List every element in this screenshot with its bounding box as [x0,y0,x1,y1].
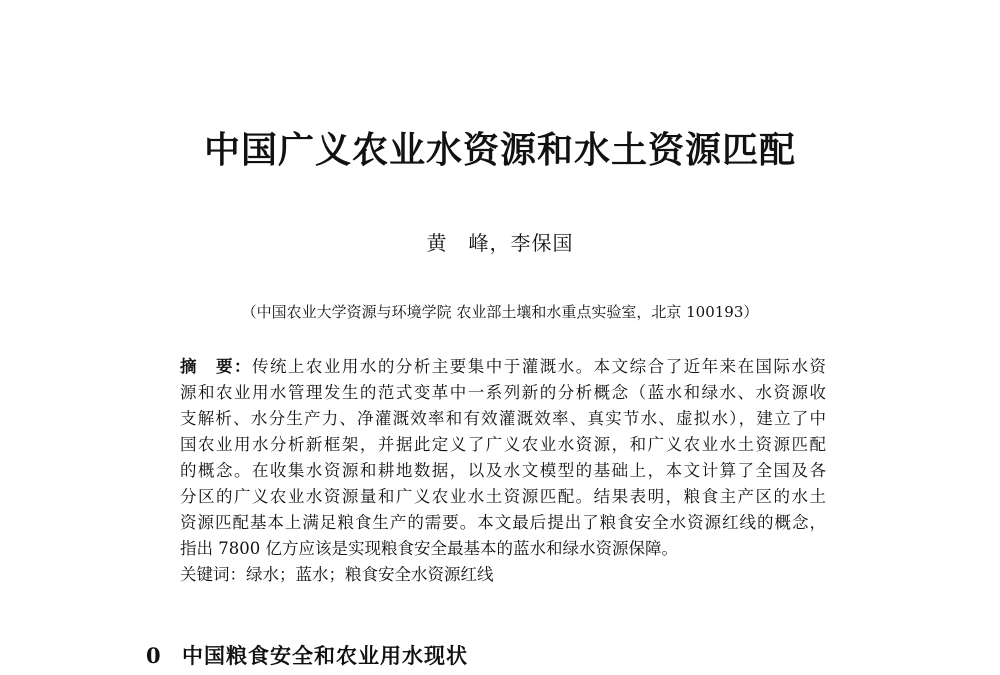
abstract-line: 国农业用水分析新框架，并据此定义了广义农业水资源，和广义农业水土资源匹配 [180,435,826,454]
abstract-line: 指出 7800 亿方应该是实现粮食安全最基本的蓝水和绿水资源保障。 [180,539,678,558]
abstract-line: 源和农业用水管理发生的范式变革中一系列新的分析概念（蓝水和绿水、水资源收 [180,383,826,402]
abstract-line: 的概念。在收集水资源和耕地数据，以及水文模型的基础上，本文计算了全国及各 [180,461,826,480]
section-heading [146,642,468,670]
section-title: 中国粮食安全和农业用水现状 [182,644,468,668]
abstract-line: 分区的广义农业水资源量和广义农业水土资源匹配。结果表明，粮食主产区的水土 [180,487,826,506]
abstract-block [180,354,826,588]
abstract-label: 摘 要： [180,357,252,376]
abstract-line: 支解析、水分生产力、净灌溉效率和有效灌溉效率、真实节水、虚拟水），建立了中 [180,409,826,428]
paper-title: 中国广义农业水资源和水土资源匹配 [203,129,796,171]
keywords-label: 关键词： [180,565,246,584]
keywords-line [180,562,826,588]
keywords-text: 绿水；蓝水；粮食安全水资源红线 [246,565,494,584]
abstract-line-text: 传统上农业用水的分析主要集中于灌溉水。本文综合了近年来在国际水资 [251,357,827,376]
author-affiliation: （中国农业大学资源与环境学院 农业部土壤和水重点实验室，北京 100193） [241,303,759,321]
abstract-line [180,354,826,380]
paper-authors: 黄 峰，李保国 [426,231,574,255]
section-number: 0 [146,643,161,668]
abstract-line: 资源匹配基本上满足粮食生产的需要。本文最后提出了粮食安全水资源红线的概念， [180,513,826,532]
